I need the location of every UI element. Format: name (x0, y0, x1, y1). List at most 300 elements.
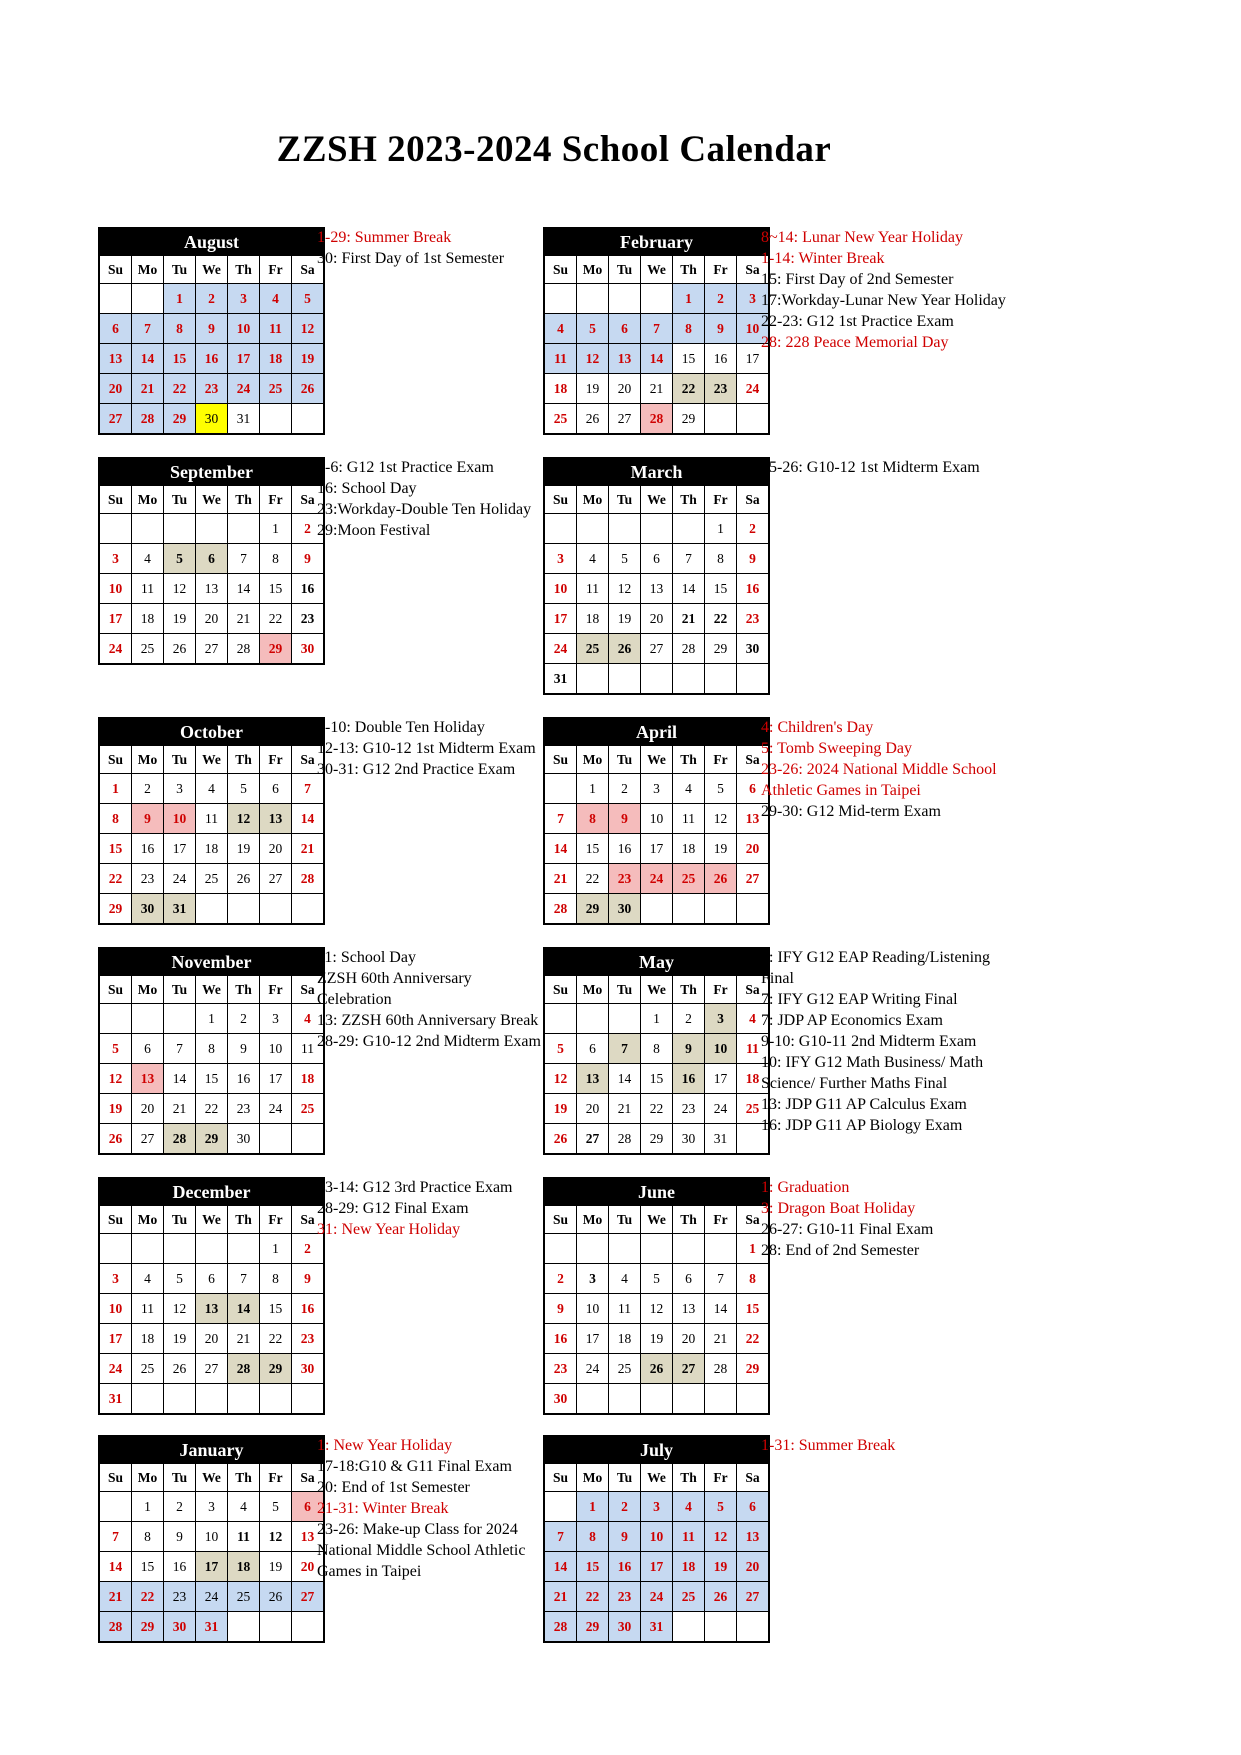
week-row (544, 374, 769, 404)
date-cell: 15 (260, 1294, 292, 1324)
note-line: 1-29: Summer Break (317, 229, 452, 246)
weekday-header: Mo (132, 1464, 164, 1492)
date-cell: 30 (292, 634, 325, 665)
date-cell: 6 (196, 544, 228, 574)
empty-cell (132, 284, 164, 314)
empty-cell (228, 1234, 260, 1264)
date-cell: 22 (196, 1094, 228, 1124)
date-cell: 14 (164, 1064, 196, 1094)
date-cell: 18 (544, 374, 577, 404)
date-cell: 31 (705, 1124, 737, 1155)
empty-cell (196, 894, 228, 925)
weekday-header: Tu (164, 1206, 196, 1234)
date-cell: 28 (132, 404, 164, 435)
date-cell: 27 (196, 634, 228, 665)
note-line: 15: First Day of 2nd Semester (761, 271, 954, 288)
date-cell: 25 (673, 1582, 705, 1612)
month-title: May (544, 948, 769, 976)
date-cell: 1 (99, 774, 132, 804)
date-cell: 29 (641, 1124, 673, 1155)
date-cell: 10 (196, 1522, 228, 1552)
weekday-header: Mo (132, 1206, 164, 1234)
empty-cell (737, 894, 770, 925)
date-cell: 15 (164, 344, 196, 374)
note-line: 28-29: G12 Final Exam (317, 1200, 469, 1217)
date-cell: 10 (164, 804, 196, 834)
week-row (99, 894, 324, 925)
week-row (99, 1234, 324, 1264)
note-line: 5-6: G12 1st Practice Exam (317, 459, 494, 476)
week-row (99, 1094, 324, 1124)
weekday-header: Tu (609, 256, 641, 284)
date-cell: 19 (228, 834, 260, 864)
date-cell: 14 (228, 1294, 260, 1324)
date-cell: 8 (577, 804, 609, 834)
date-cell: 27 (196, 1354, 228, 1384)
empty-cell (673, 894, 705, 925)
weekday-header: Su (99, 976, 132, 1004)
week-row (99, 344, 324, 374)
empty-cell (196, 1234, 228, 1264)
weekday-header: Tu (164, 1464, 196, 1492)
empty-cell (641, 1384, 673, 1415)
week-row (544, 1264, 769, 1294)
date-cell: 3 (641, 774, 673, 804)
empty-cell (544, 774, 577, 804)
date-cell: 23 (544, 1354, 577, 1384)
date-cell: 3 (641, 1492, 673, 1522)
month-notes-july (761, 1435, 1016, 1456)
weekday-header: Th (673, 746, 705, 774)
weekday-row (544, 256, 769, 284)
month-title-row (99, 228, 324, 256)
weekday-header: Tu (609, 976, 641, 1004)
date-cell: 6 (99, 314, 132, 344)
date-cell: 17 (228, 344, 260, 374)
weekday-header: Mo (577, 1206, 609, 1234)
date-cell: 23 (228, 1094, 260, 1124)
note-line: 23:Workday-Double Ten Holiday (317, 501, 532, 518)
weekday-header: Su (99, 1206, 132, 1234)
month-block-june (543, 1177, 770, 1415)
weekday-header: Th (673, 486, 705, 514)
date-cell: 23 (196, 374, 228, 404)
weekday-header: Fr (260, 1206, 292, 1234)
date-cell: 16 (292, 1294, 325, 1324)
date-cell: 20 (737, 834, 770, 864)
week-row (99, 314, 324, 344)
date-cell: 15 (577, 834, 609, 864)
date-cell: 12 (641, 1294, 673, 1324)
date-cell: 31 (544, 664, 577, 695)
date-cell: 5 (99, 1034, 132, 1064)
weekday-header: Fr (260, 976, 292, 1004)
date-cell: 21 (673, 604, 705, 634)
note-line: 29-30: G12 Mid-term Exam (761, 803, 941, 820)
week-row (99, 374, 324, 404)
date-cell: 15 (673, 344, 705, 374)
weekday-header: Sa (737, 746, 770, 774)
date-cell: 17 (99, 604, 132, 634)
month-title-row (544, 228, 769, 256)
weekday-header: We (641, 256, 673, 284)
date-cell: 7 (705, 1264, 737, 1294)
empty-cell (641, 514, 673, 544)
week-row (99, 634, 324, 665)
week-row (544, 1354, 769, 1384)
weekday-header: Sa (292, 976, 325, 1004)
note-line: 21-31: Winter Break (317, 1500, 449, 1517)
date-cell: 29 (132, 1612, 164, 1643)
date-cell: 19 (260, 1552, 292, 1582)
empty-cell (577, 1004, 609, 1034)
date-cell: 13 (196, 1294, 228, 1324)
date-cell: 16 (292, 574, 325, 604)
date-cell: 3 (260, 1004, 292, 1034)
date-cell: 27 (577, 1124, 609, 1155)
date-cell: 25 (228, 1582, 260, 1612)
weekday-header: Tu (164, 256, 196, 284)
date-cell: 5 (705, 1492, 737, 1522)
date-cell: 30 (196, 404, 228, 435)
date-cell: 9 (705, 314, 737, 344)
week-row (544, 574, 769, 604)
month-block-april (543, 717, 770, 925)
date-cell: 6 (292, 1492, 325, 1522)
date-cell: 26 (641, 1354, 673, 1384)
weekday-header: Th (673, 1464, 705, 1492)
weekday-header: Fr (260, 486, 292, 514)
date-cell: 10 (228, 314, 260, 344)
empty-cell (609, 514, 641, 544)
date-cell: 2 (609, 774, 641, 804)
empty-cell (641, 894, 673, 925)
date-cell: 5 (609, 544, 641, 574)
date-cell: 22 (164, 374, 196, 404)
date-cell: 8 (196, 1034, 228, 1064)
weekday-header: We (641, 486, 673, 514)
date-cell: 14 (99, 1552, 132, 1582)
date-cell: 2 (132, 774, 164, 804)
week-row (99, 1034, 324, 1064)
date-cell: 3 (164, 774, 196, 804)
date-cell: 22 (260, 604, 292, 634)
month-notes-february (761, 227, 1016, 353)
date-cell: 10 (737, 314, 770, 344)
date-cell: 1 (673, 284, 705, 314)
week-row (99, 1552, 324, 1582)
date-cell: 8 (737, 1264, 770, 1294)
month-block-march (543, 457, 770, 695)
note-line: 23-26: 2024 National Middle School Athletic Games in Taipei (761, 761, 997, 799)
weekday-header: Sa (292, 486, 325, 514)
date-cell: 3 (544, 544, 577, 574)
date-cell: 29 (577, 894, 609, 925)
week-row (99, 1324, 324, 1354)
date-cell: 12 (577, 344, 609, 374)
date-cell: 6 (673, 1264, 705, 1294)
date-cell: 12 (292, 314, 325, 344)
page-title: ZZSH 2023-2024 School Calendar (276, 129, 832, 170)
weekday-header: Fr (705, 256, 737, 284)
date-cell: 22 (737, 1324, 770, 1354)
note-line: ZZSH 60th Anniversary Celebration (317, 970, 472, 1008)
month-notes-november (317, 947, 549, 1052)
empty-cell (544, 514, 577, 544)
month-title: October (99, 718, 324, 746)
note-line: 12-13: G10-12 1st Midterm Exam (317, 740, 536, 757)
date-cell: 25 (609, 1354, 641, 1384)
date-cell: 18 (196, 834, 228, 864)
date-cell: 27 (260, 864, 292, 894)
week-row (544, 1294, 769, 1324)
date-cell: 24 (99, 634, 132, 665)
date-cell: 16 (132, 834, 164, 864)
note-line: 13-14: G12 3rd Practice Exam (317, 1179, 513, 1196)
month-table-september (98, 457, 325, 665)
date-cell: 16 (609, 834, 641, 864)
weekday-header: Mo (577, 1464, 609, 1492)
note-line: 25-26: G10-12 1st Midterm Exam (761, 459, 980, 476)
week-row (99, 284, 324, 314)
weekday-header: Fr (705, 1206, 737, 1234)
weekday-header: Su (99, 486, 132, 514)
month-title-row (544, 948, 769, 976)
month-title: August (99, 228, 324, 256)
weekday-header: Sa (737, 976, 770, 1004)
date-cell: 28 (228, 1354, 260, 1384)
date-cell: 20 (196, 604, 228, 634)
date-cell: 9 (673, 1034, 705, 1064)
date-cell: 24 (641, 864, 673, 894)
date-cell: 14 (609, 1064, 641, 1094)
empty-cell (609, 1234, 641, 1264)
date-cell: 20 (99, 374, 132, 404)
date-cell: 2 (164, 1492, 196, 1522)
date-cell: 3 (99, 1264, 132, 1294)
date-cell: 18 (260, 344, 292, 374)
weekday-header: Su (544, 1464, 577, 1492)
empty-cell (609, 284, 641, 314)
date-cell: 21 (705, 1324, 737, 1354)
date-cell: 25 (544, 404, 577, 435)
date-cell: 11 (132, 1294, 164, 1324)
weekday-header: Th (228, 746, 260, 774)
date-cell: 10 (705, 1034, 737, 1064)
empty-cell (737, 1384, 770, 1415)
weekday-header: Fr (260, 256, 292, 284)
month-block-november (98, 947, 325, 1155)
date-cell: 8 (260, 544, 292, 574)
month-notes-april (761, 717, 1016, 822)
weekday-header: Su (544, 976, 577, 1004)
week-row (544, 1384, 769, 1415)
note-line: 13: ZZSH 60th Anniversary Break (317, 1012, 539, 1029)
week-row (544, 1004, 769, 1034)
date-cell: 2 (196, 284, 228, 314)
empty-cell (292, 1384, 325, 1415)
date-cell: 31 (99, 1384, 132, 1415)
date-cell: 1 (164, 284, 196, 314)
date-cell: 3 (196, 1492, 228, 1522)
date-cell: 26 (705, 1582, 737, 1612)
date-cell: 22 (641, 1094, 673, 1124)
date-cell: 14 (544, 834, 577, 864)
date-cell: 22 (99, 864, 132, 894)
date-cell: 27 (737, 864, 770, 894)
date-cell: 26 (164, 1354, 196, 1384)
month-table-july (543, 1435, 770, 1643)
month-title: December (99, 1178, 324, 1206)
date-cell: 21 (164, 1094, 196, 1124)
weekday-header: Th (228, 486, 260, 514)
weekday-header: Su (99, 1464, 132, 1492)
date-cell: 11 (292, 1034, 325, 1064)
date-cell: 20 (260, 834, 292, 864)
weekday-header: We (641, 1206, 673, 1234)
weekday-header: Tu (609, 1464, 641, 1492)
week-row (99, 1124, 324, 1155)
date-cell: 12 (228, 804, 260, 834)
date-cell: 7 (228, 1264, 260, 1294)
weekday-header: We (641, 1464, 673, 1492)
empty-cell (99, 1004, 132, 1034)
weekday-header: Th (228, 256, 260, 284)
week-row (99, 514, 324, 544)
week-row (99, 1064, 324, 1094)
date-cell: 11 (737, 1034, 770, 1064)
note-line: 7: JDP AP Economics Exam (761, 1012, 943, 1029)
date-cell: 6 (609, 314, 641, 344)
date-cell: 6 (641, 544, 673, 574)
weekday-header: Sa (737, 1464, 770, 1492)
month-notes-september (317, 457, 549, 541)
date-cell: 8 (260, 1264, 292, 1294)
week-row (544, 864, 769, 894)
month-title: June (544, 1178, 769, 1206)
empty-cell (132, 1234, 164, 1264)
month-title: September (99, 458, 324, 486)
date-cell: 23 (609, 864, 641, 894)
date-cell: 5 (260, 1492, 292, 1522)
date-cell: 5 (544, 1034, 577, 1064)
month-notes-june (761, 1177, 1016, 1261)
month-table-december (98, 1177, 325, 1415)
date-cell: 22 (577, 864, 609, 894)
weekday-header: Th (228, 1464, 260, 1492)
note-line: 10: IFY G12 Math Business/ Math Science/ Further Maths Final (761, 1054, 984, 1092)
month-notes-march (761, 457, 1016, 478)
weekday-row (99, 486, 324, 514)
date-cell: 17 (260, 1064, 292, 1094)
date-cell: 1 (737, 1234, 770, 1264)
month-block-may (543, 947, 770, 1155)
week-row (99, 1582, 324, 1612)
date-cell: 15 (705, 574, 737, 604)
month-title-row (99, 718, 324, 746)
date-cell: 10 (260, 1034, 292, 1064)
weekday-header: Sa (737, 1206, 770, 1234)
date-cell: 25 (737, 1094, 770, 1124)
date-cell: 9 (609, 804, 641, 834)
week-row (544, 1034, 769, 1064)
date-cell: 11 (609, 1294, 641, 1324)
week-row (99, 1294, 324, 1324)
date-cell: 12 (164, 1294, 196, 1324)
month-notes-august (317, 227, 549, 269)
week-row (99, 1522, 324, 1552)
weekday-header: Sa (292, 746, 325, 774)
date-cell: 29 (673, 404, 705, 435)
date-cell: 13 (641, 574, 673, 604)
weekday-row (99, 256, 324, 284)
weekday-header: Sa (737, 256, 770, 284)
date-cell: 28 (705, 1354, 737, 1384)
date-cell: 24 (577, 1354, 609, 1384)
date-cell: 9 (228, 1034, 260, 1064)
week-row (544, 284, 769, 314)
weekday-header: Su (544, 746, 577, 774)
date-cell: 21 (544, 864, 577, 894)
weekday-header: We (196, 256, 228, 284)
week-row (99, 864, 324, 894)
date-cell: 6 (132, 1034, 164, 1064)
weekday-header: Fr (260, 746, 292, 774)
date-cell: 8 (99, 804, 132, 834)
date-cell: 7 (544, 1522, 577, 1552)
date-cell: 21 (228, 604, 260, 634)
month-block-august (98, 227, 325, 435)
date-cell: 10 (99, 574, 132, 604)
date-cell: 19 (164, 604, 196, 634)
date-cell: 27 (641, 634, 673, 664)
date-cell: 4 (673, 774, 705, 804)
note-line: 28: End of 2nd Semester (761, 1242, 920, 1259)
note-line: 9-10: G10-11 2nd Midterm Exam (761, 1033, 977, 1050)
empty-cell (673, 1612, 705, 1643)
weekday-header: Tu (609, 1206, 641, 1234)
date-cell: 8 (641, 1034, 673, 1064)
month-table-august (98, 227, 325, 435)
date-cell: 26 (164, 634, 196, 665)
week-row (99, 1384, 324, 1415)
note-line: 4: Children's Day (761, 719, 874, 736)
date-cell: 1 (260, 514, 292, 544)
date-cell: 6 (737, 774, 770, 804)
note-line: 20: End of 1st Semester (317, 1479, 470, 1496)
empty-cell (673, 1384, 705, 1415)
week-row (544, 804, 769, 834)
date-cell: 24 (705, 1094, 737, 1124)
empty-cell (164, 514, 196, 544)
weekday-header: Sa (737, 486, 770, 514)
weekday-header: Tu (609, 486, 641, 514)
date-cell: 13 (673, 1294, 705, 1324)
date-cell: 5 (705, 774, 737, 804)
date-cell: 24 (260, 1094, 292, 1124)
week-row (544, 894, 769, 925)
date-cell: 18 (228, 1552, 260, 1582)
week-row (99, 834, 324, 864)
note-line: 7: IFY G12 EAP Writing Final (761, 991, 958, 1008)
week-row (99, 1264, 324, 1294)
date-cell: 18 (132, 604, 164, 634)
empty-cell (132, 1004, 164, 1034)
date-cell: 5 (228, 774, 260, 804)
weekday-row (99, 976, 324, 1004)
month-block-february (543, 227, 770, 435)
note-line: 1: Graduation (761, 1179, 850, 1196)
